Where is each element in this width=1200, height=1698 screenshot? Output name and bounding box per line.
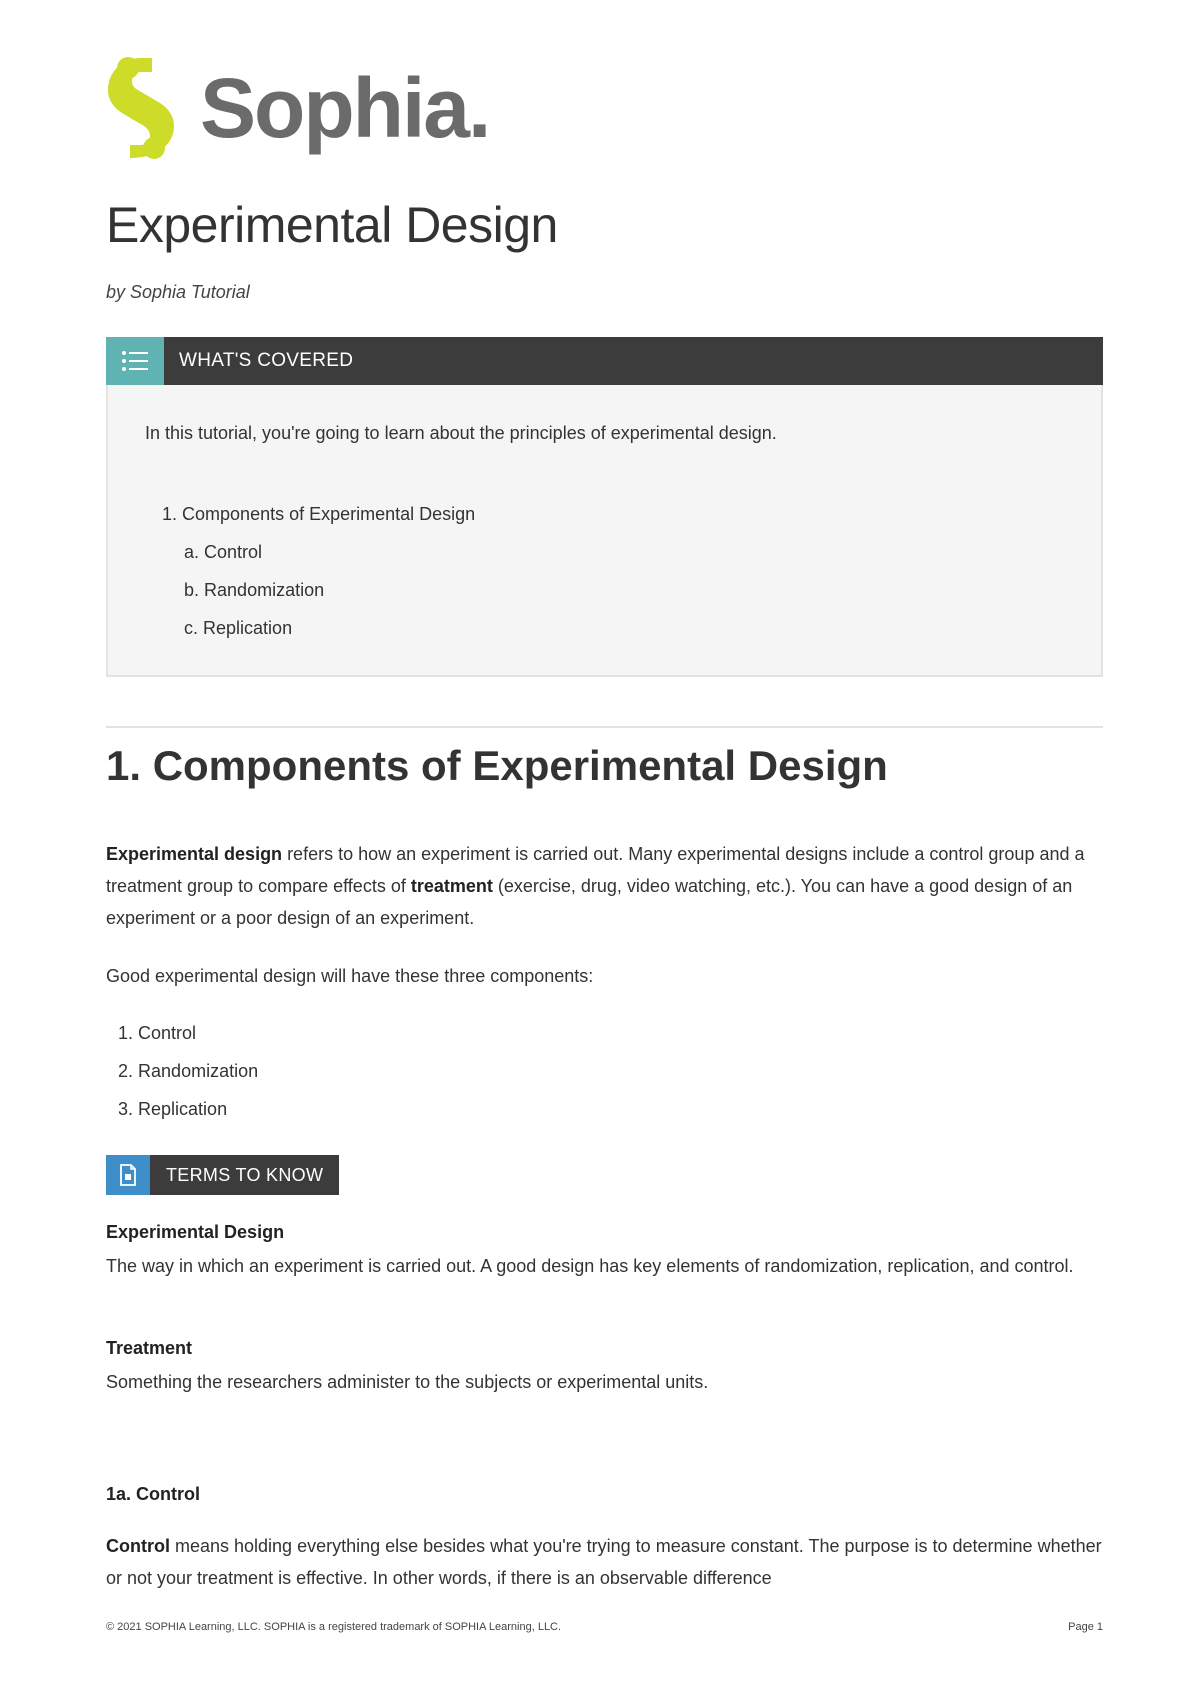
sophia-wordmark: Sophia. <box>200 61 490 155</box>
list-item: 3. Replication <box>118 1099 228 1119</box>
document-author: by Sophia Tutorial <box>106 282 250 302</box>
list-item: 2. Randomization <box>118 1061 259 1081</box>
toc-item: b. Randomization <box>184 580 325 600</box>
list-icon <box>106 337 164 385</box>
term-title: Treatment <box>106 1338 193 1358</box>
term-title: Experimental Design <box>106 1222 285 1242</box>
term-definition: The way in which an experiment is carried out. A good design has key elements of randomization, replication, and control. <box>106 1256 1074 1276</box>
subsection-heading: 1a. Control <box>106 1484 201 1504</box>
toc-item: c. Replication <box>184 618 293 638</box>
section-heading: 1. Components of Experimental Design <box>106 742 888 789</box>
terms-to-know-header <box>106 1155 339 1195</box>
sophia-logo <box>104 56 489 160</box>
sophia-logo-mark-icon <box>104 56 178 160</box>
whats-covered-box <box>106 337 1103 677</box>
section-paragraph: Experimental design refers to how an experiment is carried out. Many experimental designs include a control group and a treatment group to compare effects of treatment (exercise, drug, video watching, etc.). You can have a good design of an experiment or a poor design of an experiment. <box>106 844 1085 928</box>
toc-item: a. Control <box>184 542 263 562</box>
document-title: Experimental Design <box>106 197 558 253</box>
list-item: 1. Control <box>118 1023 197 1043</box>
footer-copyright: © 2021 SOPHIA Learning, LLC. SOPHIA is a registered trademark of SOPHIA Learning, LLC. <box>106 1621 562 1633</box>
section-paragraph-components: Good experimental design will have these three components: <box>106 966 594 986</box>
table-of-contents <box>162 495 475 647</box>
components-list <box>118 1014 258 1128</box>
whats-covered-body <box>106 385 1103 677</box>
toc-item: 1. Components of Experimental Design <box>162 504 476 524</box>
terms-to-know-label: TERMS TO KNOW <box>150 1155 339 1195</box>
subsection-paragraph: Control means holding everything else besides what you're trying to measure constant. The purpose is to determine whether or not your treatment is effective. In other words, if there is an observable difference <box>106 1536 1102 1588</box>
section-divider <box>106 726 1103 728</box>
term-definition: Something the researchers administer to the subjects or experimental units. <box>106 1372 709 1392</box>
whats-covered-header <box>106 337 1103 385</box>
whats-covered-label: WHAT'S COVERED <box>179 350 354 371</box>
footer-page-number: Page 1 <box>1068 1621 1103 1633</box>
whats-covered-intro: In this tutorial, you're going to learn about the principles of experimental design. <box>145 423 777 443</box>
document-icon <box>106 1155 150 1195</box>
